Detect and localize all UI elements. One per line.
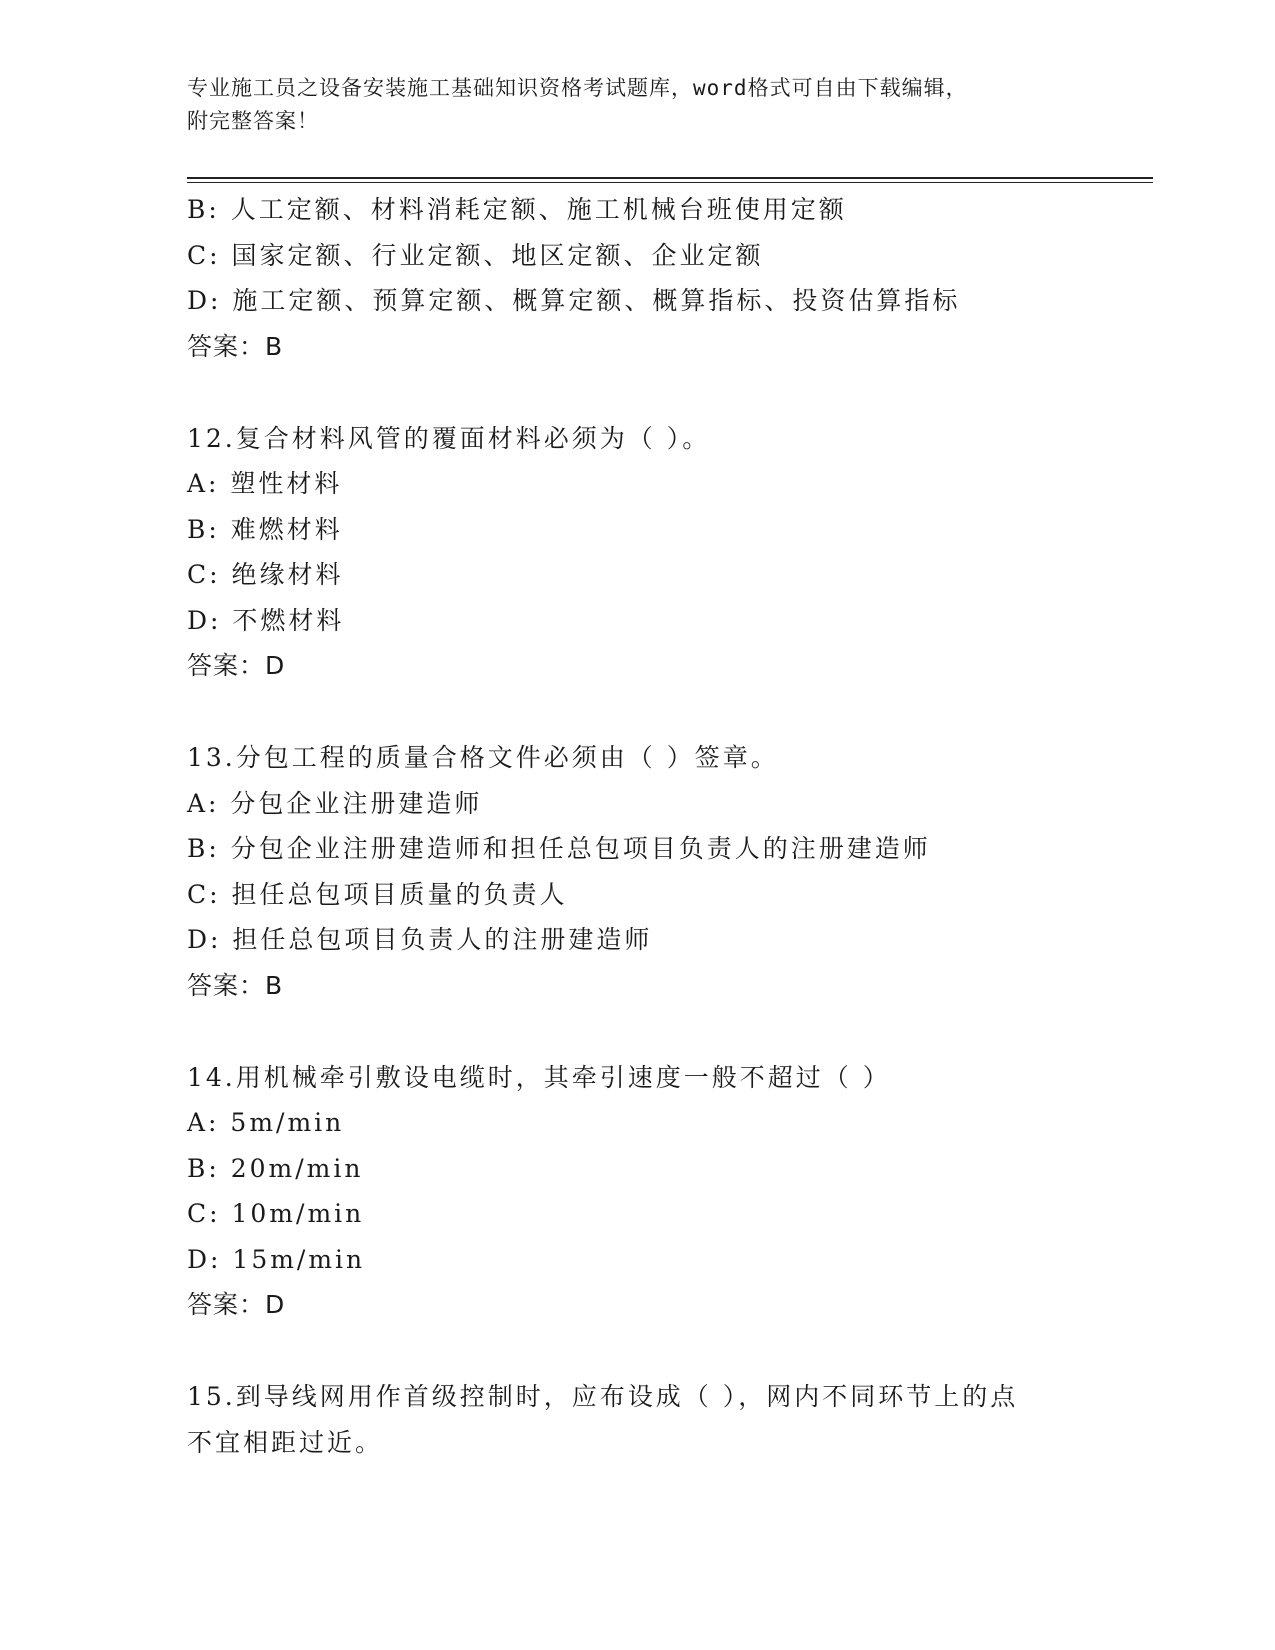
- answer: 答案：B: [187, 331, 284, 361]
- header-rule-thick: [187, 177, 1153, 179]
- option-a: A: 5m/min: [187, 1108, 345, 1137]
- spacer: [187, 688, 1087, 735]
- option-d: D: 担任总包项目负责人的注册建造师: [187, 925, 653, 954]
- answer: 答案：D: [187, 651, 286, 680]
- question-15: [187, 1374, 1087, 1465]
- option-a: A: 塑性材料: [187, 469, 343, 498]
- option-b: B: 分包企业注册建造师和担任总包项目负责人的注册建造师: [187, 834, 931, 863]
- question-14: [187, 1055, 1087, 1328]
- spacer: [187, 1008, 1087, 1055]
- option-d: D: 不燃材料: [187, 605, 345, 635]
- option-c: C: 担任总包项目质量的负责人: [187, 879, 568, 909]
- document-header: [187, 72, 1067, 138]
- question-text: 13.分包工程的质量合格文件必须由（ ）签章。: [187, 743, 779, 772]
- question-12: [187, 416, 1087, 689]
- option-b: B: 难燃材料: [187, 514, 343, 544]
- question-13: [187, 735, 1087, 1008]
- header-line-1: 专业施工员之设备安装施工基础知识资格考试题库，word格式可自由下载编辑，: [187, 76, 968, 100]
- header-line-2: 附完整答案！: [187, 109, 319, 133]
- question-text-line-1: 15.到导线网用作首级控制时，应布设成（ ），网内不同环节上的点: [187, 1382, 1019, 1411]
- option-d: D: 15m/min: [187, 1244, 366, 1274]
- question-list: [187, 187, 1087, 1465]
- option-c: C: 绝缘材料: [187, 560, 344, 589]
- option-a: A: 分包企业注册建造师: [187, 788, 483, 818]
- option-c: C: 国家定额、行业定额、地区定额、企业定额: [187, 240, 764, 270]
- question-text: 12.复合材料风管的覆面材料必须为（ ）。: [187, 423, 711, 453]
- spacer: [187, 369, 1087, 416]
- question-text-line-2: 不宜相距过近。: [187, 1427, 384, 1457]
- option-b: B: 人工定额、材料消耗定额、施工机械台班使用定额: [187, 195, 847, 224]
- question-11: [187, 187, 1087, 369]
- spacer: [187, 1327, 1087, 1374]
- answer: 答案：D: [187, 1290, 286, 1319]
- question-text: 14.用机械牵引敷设电缆时，其牵引速度一般不超过（ ）: [187, 1062, 891, 1092]
- option-c: C: 10m/min: [187, 1199, 365, 1228]
- option-d: D: 施工定额、预算定额、概算定额、概算指标、投资估算指标: [187, 286, 961, 315]
- answer: 答案：B: [187, 970, 284, 1000]
- option-b: B: 20m/min: [187, 1153, 364, 1183]
- header-rule-thin: [187, 182, 1153, 183]
